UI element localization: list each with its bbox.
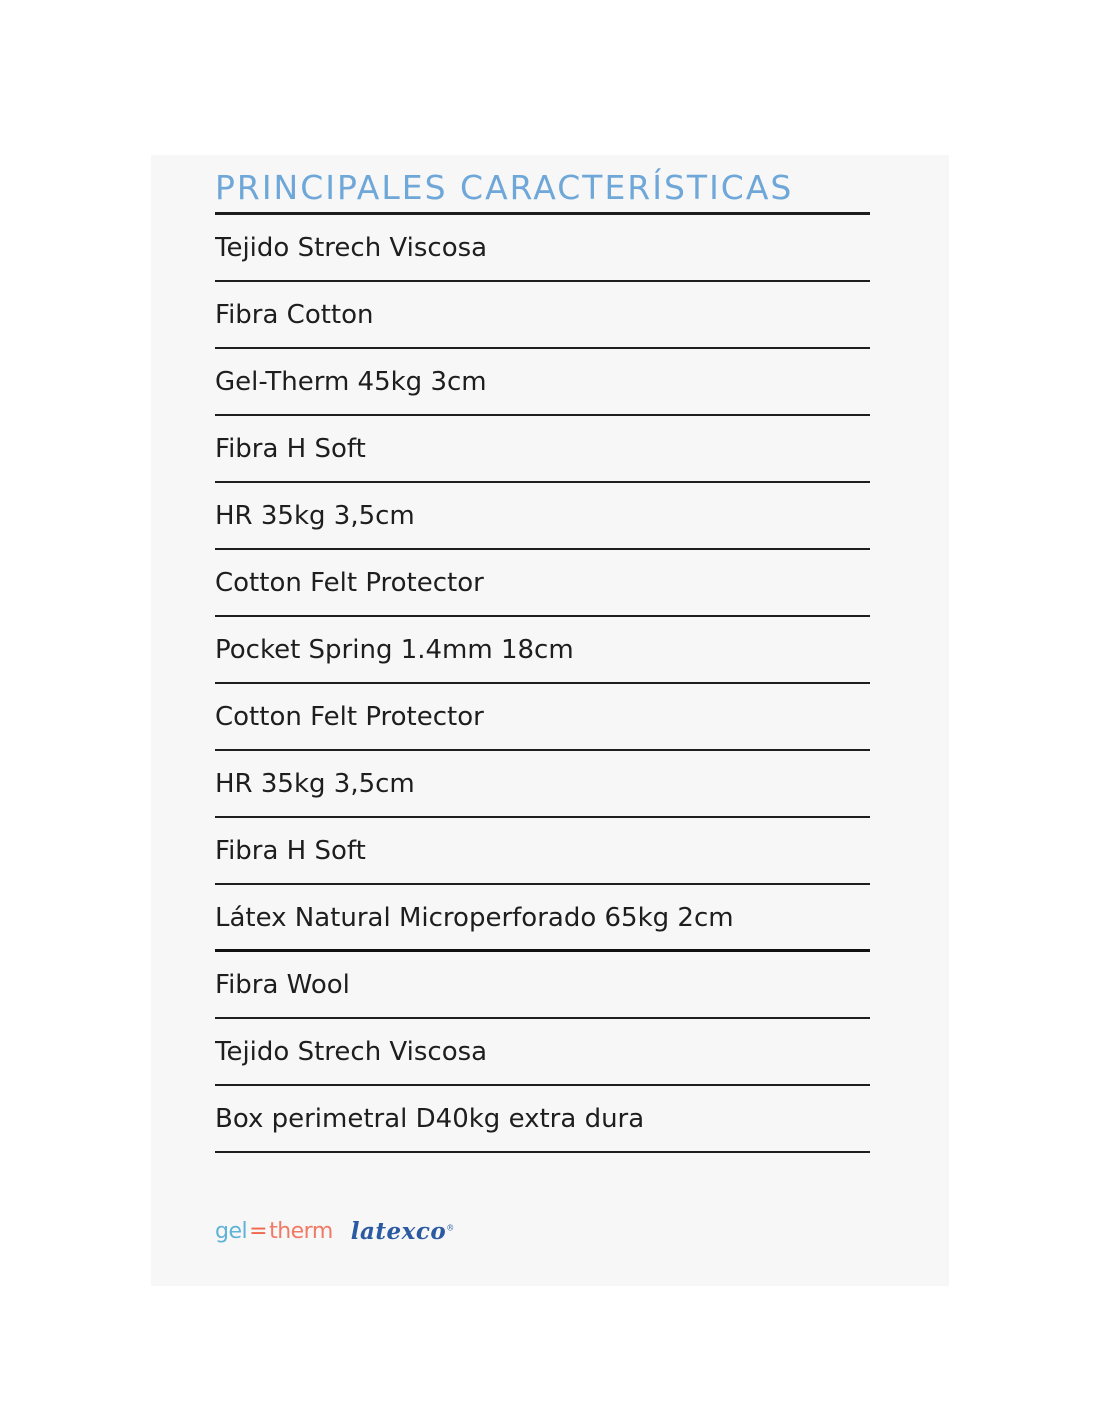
feature-item: HR 35kg 3,5cm (215, 483, 870, 550)
latexco-logo (351, 1218, 455, 1245)
feature-item: Fibra Cotton (215, 282, 870, 349)
latexco-registered-mark: ® (446, 1222, 455, 1232)
feature-item: Box perimetral D40kg extra dura (215, 1086, 870, 1153)
feature-item: Cotton Felt Protector (215, 550, 870, 617)
feature-item: Pocket Spring 1.4mm 18cm (215, 617, 870, 684)
features-content (215, 168, 870, 1153)
gel-therm-logo-part1: gel (215, 1218, 248, 1244)
feature-item: Gel-Therm 45kg 3cm (215, 349, 870, 416)
gel-therm-logo (215, 1219, 333, 1244)
gel-therm-logo-part2: therm (269, 1218, 333, 1244)
section-title: PRINCIPALES CARACTERÍSTICAS (215, 168, 794, 207)
feature-item: HR 35kg 3,5cm (215, 751, 870, 818)
gel-therm-logo-separator: = (249, 1218, 268, 1244)
feature-item: Fibra H Soft (215, 818, 870, 885)
brand-logos (215, 1216, 455, 1246)
features-card (151, 155, 949, 1286)
feature-item: Látex Natural Microperforado 65kg 2cm (215, 885, 870, 952)
feature-item: Fibra Wool (215, 952, 870, 1019)
feature-item: Tejido Strech Viscosa (215, 1019, 870, 1086)
features-list (215, 215, 870, 1153)
latexco-logo-text: latexco (350, 1217, 447, 1245)
feature-item: Cotton Felt Protector (215, 684, 870, 751)
feature-item: Fibra H Soft (215, 416, 870, 483)
feature-item: Tejido Strech Viscosa (215, 215, 870, 282)
